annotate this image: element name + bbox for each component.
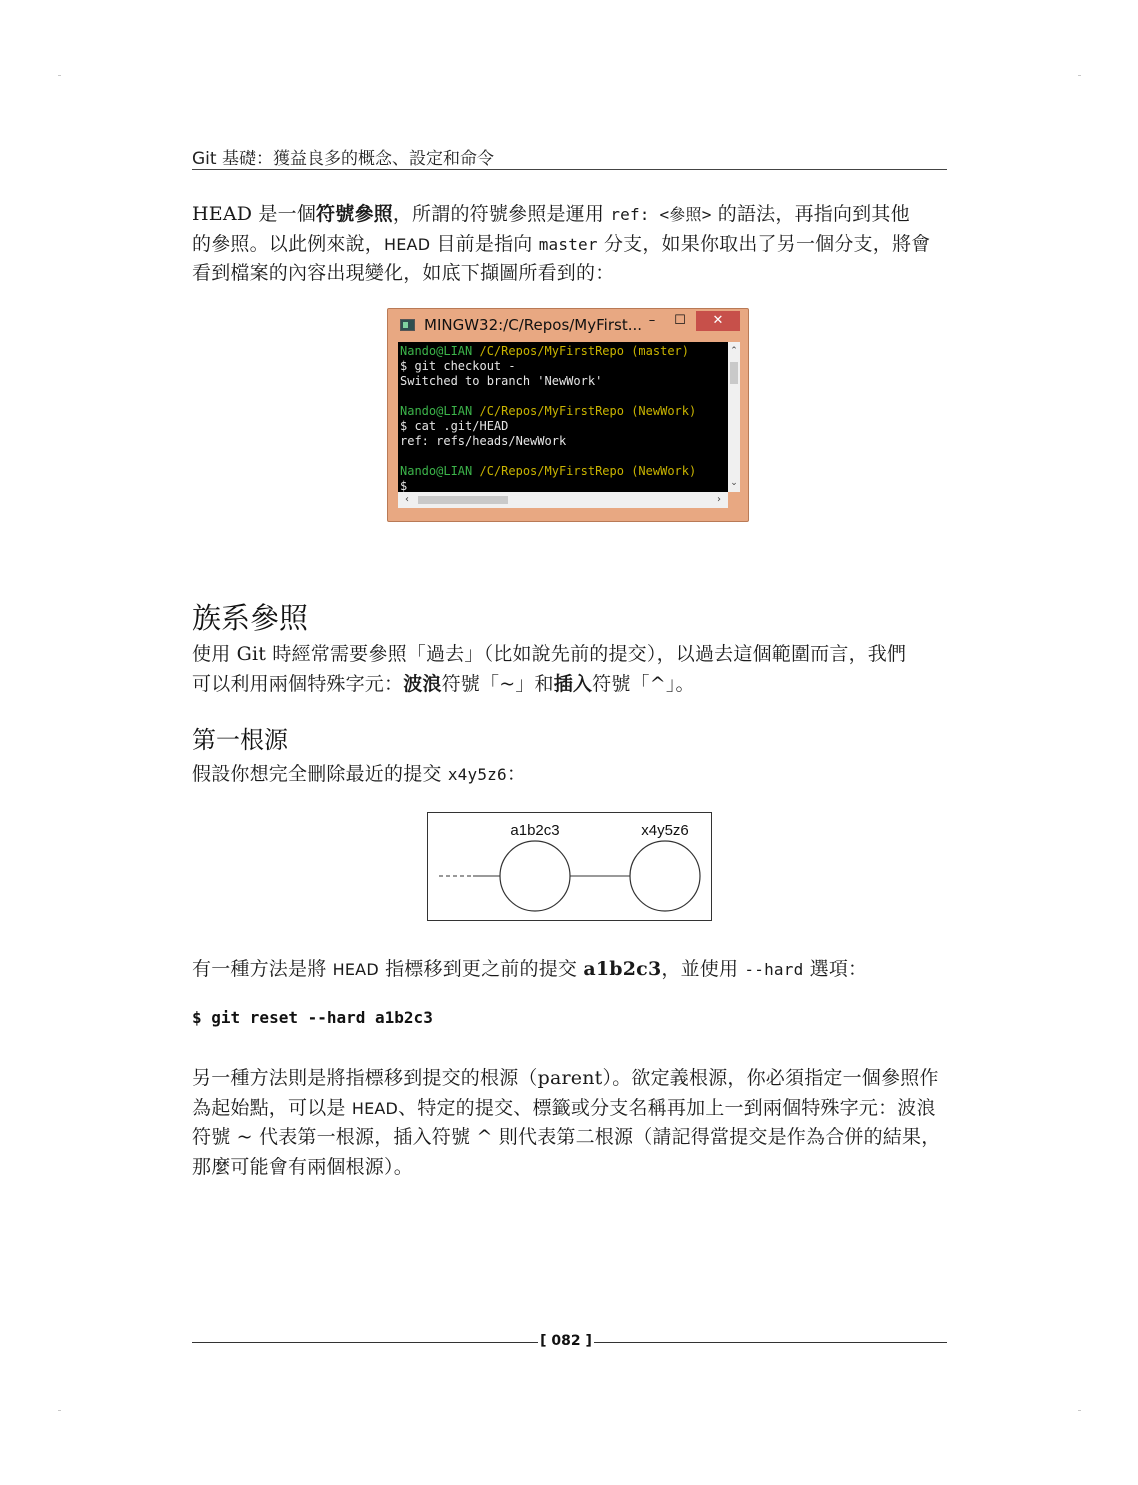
text: 符號「~」和	[441, 672, 554, 695]
section-paragraph	[192, 640, 952, 699]
terminal-line: Switched to branch 'NewWork'	[400, 374, 603, 388]
terminal-line	[400, 404, 696, 419]
crop-mark	[1078, 1410, 1081, 1411]
method2-line-1: 另一種方法則是將指標移到提交的根源（parent）。欲定義根源，你必須指定一個參照作	[192, 1067, 939, 1089]
text: 有一種方法是將	[192, 958, 333, 980]
method2-line-2	[192, 1094, 952, 1124]
inline-code: ref: <參照>	[610, 205, 712, 224]
intro-line-3: 看到檔案的內容出現變化，如底下擷圖所看到的：	[192, 262, 615, 284]
inline-code: --hard	[744, 960, 804, 979]
scroll-down-icon[interactable]: ⌄	[730, 478, 738, 488]
text: 假設你想完全刪除最近的提交	[192, 763, 448, 785]
method1-paragraph	[192, 955, 952, 985]
text: ，並使用	[661, 958, 745, 980]
scroll-thumb[interactable]	[418, 496, 508, 504]
terminal-titlebar	[388, 309, 748, 341]
footer-rule	[594, 1342, 947, 1343]
header-rule	[192, 169, 947, 170]
prompt-path: /C/Repos/MyFirstRepo (NewWork)	[472, 404, 697, 418]
text: 的參照。以此例來說，	[192, 232, 385, 255]
text: 目前是指向	[430, 232, 539, 255]
text: 指標移到更之前的提交	[378, 958, 584, 980]
crop-mark	[1078, 75, 1081, 76]
text: ：	[506, 763, 527, 785]
minimize-icon[interactable]: –	[648, 313, 656, 328]
terminal-window	[387, 308, 749, 522]
scroll-left-icon[interactable]: ‹	[405, 494, 409, 505]
terminal-line: $ git checkout -	[400, 359, 516, 373]
section-line-2	[192, 670, 952, 700]
vertical-scrollbar[interactable]	[728, 342, 740, 492]
intro-line-1	[192, 200, 952, 230]
subsection-paragraph	[192, 760, 952, 790]
text: 選項：	[803, 958, 868, 980]
commit-node-x4y5z6	[630, 841, 700, 911]
terminal-lines	[400, 344, 696, 492]
inline-head: HEAD	[332, 960, 379, 979]
method2-paragraph	[192, 1064, 952, 1182]
method1-line	[192, 955, 952, 985]
crop-mark	[58, 1410, 61, 1411]
term-symbolic-ref: 符號參照	[316, 203, 393, 225]
term-tilde: 波浪	[403, 672, 442, 695]
commit-id: a1b2c3	[583, 958, 662, 980]
prompt-path: /C/Repos/MyFirstRepo (NewWork)	[472, 464, 697, 478]
text: 、特定的提交、標籤或分支名稱再加上一到兩個特殊字元：波浪	[398, 1096, 936, 1119]
terminal-line	[400, 389, 696, 404]
scroll-up-icon[interactable]: ⌃	[730, 346, 738, 356]
term-caret: 插入	[553, 672, 593, 695]
close-icon[interactable]: ✕	[696, 311, 740, 331]
section-title: 族系參照	[192, 601, 309, 635]
terminal-line	[400, 464, 696, 479]
inline-code: x4y5z6	[447, 765, 507, 784]
text: 的語法，再指向到其他	[711, 203, 910, 225]
node-label-a1b2c3: a1b2c3	[510, 822, 560, 839]
subsection-line-1	[192, 760, 952, 790]
terminal-app-icon	[400, 319, 415, 331]
terminal-line	[400, 449, 696, 464]
text: 分支，如果你取出了另一個分支，將會	[597, 232, 931, 255]
section-line-1: 使用 Git 時經常需要參照「過去」（比如說先前的提交），以過去這個範圍而言，我們	[192, 643, 907, 665]
footer-rule	[192, 1342, 538, 1343]
intro-paragraph	[192, 200, 952, 289]
prompt-user: Nando@LIAN	[400, 344, 473, 358]
running-header: Git 基礎：獲益良多的概念、設定和命令	[192, 149, 494, 169]
scroll-right-icon[interactable]: ›	[717, 494, 721, 505]
commit-node-a1b2c3	[500, 841, 570, 911]
terminal-title: MINGW32:/C/Repos/MyFirst...	[424, 316, 642, 334]
command-code: $ git reset --hard a1b2c3	[192, 1008, 433, 1027]
text: 可以利用兩個特殊字元：	[192, 672, 404, 695]
maximize-icon[interactable]: ☐	[674, 313, 686, 328]
commit-diagram	[427, 812, 713, 922]
terminal-line	[400, 344, 696, 359]
terminal-output[interactable]	[398, 342, 728, 492]
intro-line-2	[192, 230, 952, 260]
prompt-user: Nando@LIAN	[400, 464, 473, 478]
text: ，所謂的符號參照是運用	[392, 203, 611, 225]
crop-mark	[58, 75, 61, 76]
terminal-line: $ cat .git/HEAD	[400, 419, 509, 433]
page-number: [ 082 ]	[540, 1333, 592, 1349]
node-label-x4y5z6: x4y5z6	[641, 822, 689, 839]
text: HEAD 是一個	[192, 203, 317, 225]
prompt-user: Nando@LIAN	[400, 404, 473, 418]
text: 符號「^」。	[592, 672, 695, 695]
scroll-thumb[interactable]	[730, 362, 738, 384]
terminal-line: ref: refs/heads/NewWork	[400, 434, 567, 448]
inline-head: HEAD	[351, 1098, 399, 1118]
inline-head: HEAD	[384, 234, 431, 254]
method2-line-4: 那麼可能會有兩個根源）。	[192, 1155, 413, 1178]
text: 為起始點，可以是	[192, 1096, 352, 1119]
horizontal-scrollbar[interactable]	[398, 492, 728, 508]
subsection-title: 第一根源	[192, 726, 288, 754]
terminal-line: $	[400, 479, 408, 492]
inline-code: master	[538, 234, 598, 254]
prompt-path: /C/Repos/MyFirstRepo (master)	[472, 344, 689, 358]
method2-line-3: 符號 ~ 代表第一根源，插入符號 ^ 則代表第二根源（請記得當提交是作為合併的結果，	[192, 1126, 941, 1148]
